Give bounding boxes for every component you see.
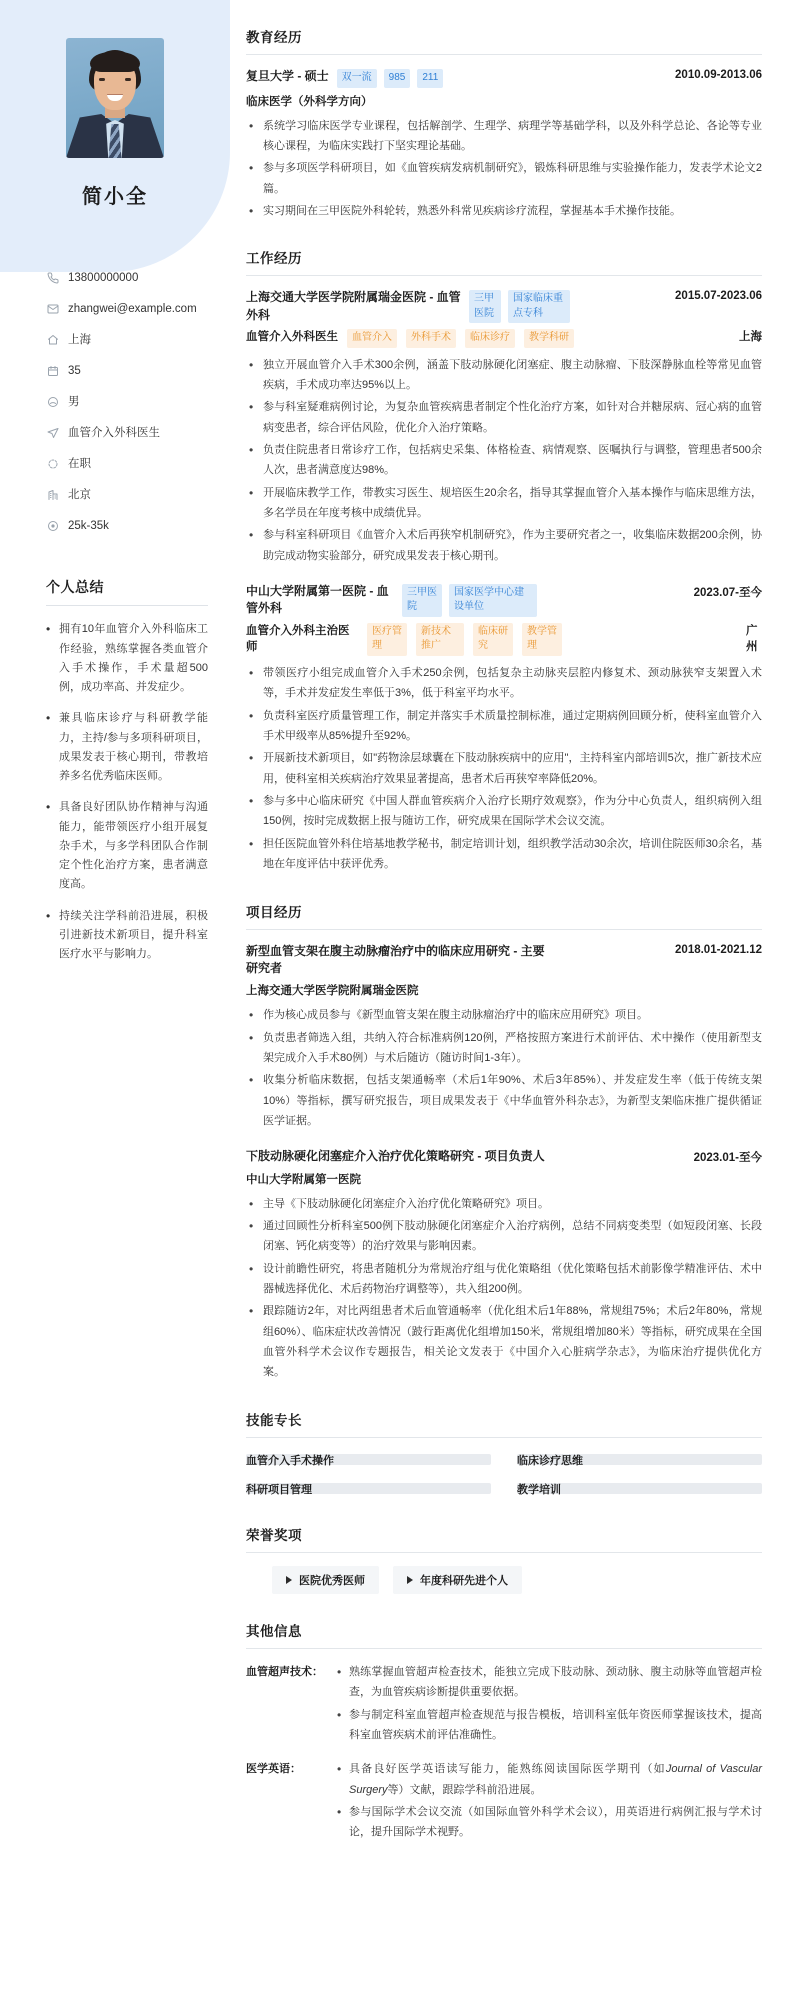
salary-icon bbox=[46, 519, 59, 532]
education-heading: 教育经历 bbox=[246, 26, 762, 55]
project-bullets bbox=[246, 1005, 762, 1131]
bullet-item: • 参与制定科室血管超声检查规范与报告模板，培训科室低年资医师掌握该技术，提高科室血管疾病术前评估准确性。 bbox=[334, 1705, 762, 1746]
bullet-item: • 负责住院患者日常诊疗工作，包括病史采集、体格检查、病情观察、医嘱执行与调整，管理患者500余人次，患者满意度达98%。 bbox=[246, 440, 762, 481]
school-tag: 双一流 bbox=[337, 69, 377, 88]
contact-value: 北京 bbox=[68, 488, 91, 501]
avatar-container bbox=[0, 0, 230, 158]
contact-item-status bbox=[46, 457, 230, 472]
bullet-item: • 作为核心成员参与《新型血管支架在腹主动脉瘤治疗中的临床应用研究》项目。 bbox=[246, 1005, 762, 1025]
bullet-item: • 跟踪随访2年，对比两组患者术后血管通畅率（优化组术后1年88%，常规组75%；术后2年80%，常规组60%）、临床症状改善情况（跛行距离优化组增加150米，常规组增加80米）等指标，研究成果在全国血管外科学术会议作专题报告，相关论文发表于《中国介入心脏病学杂志》，为临床治疗提供优化方案。 bbox=[246, 1301, 762, 1382]
other-bullets bbox=[334, 1759, 762, 1842]
project-bullets bbox=[246, 1194, 762, 1383]
job-title: 血管介入外科医生 bbox=[246, 331, 338, 343]
company-tag: 国家临床重点专科 bbox=[508, 290, 570, 323]
work-location: 上海 bbox=[739, 331, 762, 343]
person-name: 简小全 bbox=[82, 186, 148, 208]
play-triangle-icon bbox=[407, 1576, 413, 1584]
contact-item-phone bbox=[46, 271, 230, 286]
avatar bbox=[66, 38, 164, 158]
other-label: 医学英语： bbox=[246, 1763, 301, 1776]
avatar-eye-left bbox=[99, 78, 105, 81]
role-tag: 血管介入 bbox=[347, 329, 397, 348]
bullet-item: • 实习期间在三甲医院外科轮转，熟悉外科常见疾病诊疗流程，掌握基本手术操作技能。 bbox=[246, 201, 762, 221]
education-section bbox=[246, 26, 762, 221]
summary-item: • 兼具临床诊疗与科研教学能力，主持/参与多项科研项目，成果发表于核心期刊，带教培养多名优秀临床医师。 bbox=[46, 709, 208, 786]
contact-item-gender bbox=[46, 395, 230, 410]
work-bullets bbox=[246, 355, 762, 566]
project-org: 上海交通大学医学院附属瑞金医院 bbox=[246, 985, 419, 998]
education-entry-header bbox=[246, 68, 762, 88]
role-tag: 外科手术 bbox=[406, 329, 456, 348]
bullet-item: • 主导《下肢动脉硬化闭塞症介入治疗优化策略研究》项目。 bbox=[246, 1194, 762, 1214]
honors-section bbox=[246, 1524, 762, 1594]
skills-grid bbox=[246, 1451, 762, 1498]
bullet-item: • 参与多项医学科研项目，如《血管疾病发病机制研究》，锻炼科研思维与实验操作能力，发表学术论文2篇。 bbox=[246, 158, 762, 199]
contact-value: 35 bbox=[68, 364, 81, 377]
company-tag: 国家医学中心建设单位 bbox=[449, 584, 537, 617]
other-label: 血管超声技术： bbox=[246, 1665, 323, 1678]
bullet-item: • 开展临床教学工作，带教实习医生、规培医生20余名，指导其掌握血管介入基本操作与临床思维方法，多名学员在年度考核中成绩优异。 bbox=[246, 483, 762, 524]
status-icon bbox=[46, 458, 59, 471]
contact-value: 25k-35k bbox=[68, 519, 109, 532]
project-entry-header bbox=[246, 943, 762, 978]
project-entry bbox=[246, 943, 762, 1132]
phone-icon bbox=[46, 272, 59, 285]
bullet-item: • 系统学习临床医学专业课程，包括解剖学、生理学、病理学等基础学科，以及外科学总论、各论等专业核心课程，为临床实践打下坚实理论基础。 bbox=[246, 116, 762, 157]
other-bullets bbox=[334, 1662, 762, 1745]
bullet-item: • 参与多中心临床研究《中国人群血管疾病介入治疗长期疗效观察》，作为分中心负责人，组织病例入组150例，按时完成数据上报与随访工作，研究成果在国际学术会议交流。 bbox=[246, 791, 762, 832]
contact-item-email bbox=[46, 302, 230, 317]
other-body bbox=[334, 1759, 762, 1844]
work-entry bbox=[246, 289, 762, 566]
company-tag-group bbox=[402, 583, 537, 617]
skill-item bbox=[517, 1480, 762, 1498]
job-icon bbox=[46, 427, 59, 440]
job-title: 血管介入外科主治医师 bbox=[246, 624, 350, 654]
role-tag: 医疗管理 bbox=[367, 623, 407, 656]
bullet-item: • 开展新技术新项目，如"药物涂层球囊在下肢动脉疾病中的应用"，主持科室内部培训5次，推广新技术应用，使科室相关疾病治疗效果显著提高，患者术后再狭窄率降低20%。 bbox=[246, 748, 762, 789]
work-date: 2015.07-2023.06 bbox=[675, 290, 762, 303]
honor-label: 医院优秀医师 bbox=[299, 1574, 365, 1587]
bullet-item: • 带领医疗小组完成血管介入手术250余例，包括复杂主动脉夹层腔内修复术、颈动脉狭窄支架置入术等，手术并发症发生率低于3%，低于科室平均水平。 bbox=[246, 663, 762, 704]
honors-list bbox=[246, 1566, 762, 1594]
school-tag-group bbox=[337, 68, 444, 88]
skill-item bbox=[246, 1480, 491, 1498]
summary-section bbox=[0, 577, 230, 964]
avatar-fringe bbox=[90, 52, 140, 72]
work-bullets bbox=[246, 663, 762, 874]
city-icon bbox=[46, 489, 59, 502]
avatar-eye-right bbox=[125, 78, 131, 81]
school-name: 复旦大学 - 硕士 bbox=[246, 69, 329, 83]
role-tag: 教学科研 bbox=[524, 329, 574, 348]
contact-item-salary bbox=[46, 519, 230, 534]
gender-icon bbox=[46, 396, 59, 409]
work-role-row bbox=[246, 329, 762, 348]
bullet-item: • 参与科室疑难病例讨论，为复杂血管疾病患者制定个性化治疗方案，如针对合并糖尿病、冠心病的血管病变患者，综合评估风险，优化介入治疗策略。 bbox=[246, 397, 762, 438]
education-date: 2010.09-2013.06 bbox=[675, 69, 762, 81]
contact-value: 上海 bbox=[68, 333, 91, 346]
other-block bbox=[246, 1662, 762, 1747]
skill-name: 血管介入手术操作 bbox=[246, 1454, 334, 1467]
role-tag: 临床研究 bbox=[473, 623, 513, 656]
other-block bbox=[246, 1759, 762, 1844]
work-role-row bbox=[246, 623, 762, 656]
summary-item: • 拥有10年血管介入外科临床工作经验，熟练掌握各类血管介入手术操作，手术量超500例，成功率高、并发症少。 bbox=[46, 620, 208, 697]
bullet-item: • 负责患者筛选入组，共纳入符合标准病例120例，严格按照方案进行术前评估、术中操作（使用新型支架完成介入手术80例）与术后随访（随访时间1-3年）。 bbox=[246, 1028, 762, 1069]
calendar-icon bbox=[46, 365, 59, 378]
contact-item-age bbox=[46, 364, 230, 379]
contact-item-city bbox=[46, 488, 230, 503]
school-tag: 211 bbox=[417, 69, 443, 88]
role-tag: 教学管理 bbox=[522, 623, 562, 656]
bullet-item: • 负责科室医疗质量管理工作，制定并落实手术质量控制标准，通过定期病例回顾分析，使科室血管介入手术甲级率从85%提升至92%。 bbox=[246, 706, 762, 747]
company-tag: 三甲医院 bbox=[402, 584, 442, 617]
sidebar bbox=[0, 0, 230, 1016]
work-entry bbox=[246, 583, 762, 875]
bullet-item: • 收集分析临床数据，包括支架通畅率（术后1年90%、术后3年85%）、并发症发生率（低于传统支架10%）等指标，撰写研究报告，项目成果发表于《中华血管外科杂志》，为新型支架临床推广提供循证医学证据。 bbox=[246, 1070, 762, 1131]
education-major: 临床医学（外科学方向） bbox=[246, 95, 373, 108]
honor-chip bbox=[393, 1566, 522, 1594]
bullet-item: • 独立开展血管介入手术300余例，涵盖下肢动脉硬化闭塞症、腹主动脉瘤、下肢深静脉血栓等常见血管疾病，手术成功率达95%以上。 bbox=[246, 355, 762, 396]
project-entry-header bbox=[246, 1148, 762, 1165]
work-date: 2023.07-至今 bbox=[693, 586, 762, 599]
project-title: 新型血管支架在腹主动脉瘤治疗中的临床应用研究 - 主要研究者 bbox=[246, 943, 545, 975]
contact-list bbox=[0, 271, 230, 533]
education-entry bbox=[246, 68, 762, 221]
play-triangle-icon bbox=[286, 1576, 292, 1584]
home-icon bbox=[46, 334, 59, 347]
school-tag: 985 bbox=[384, 69, 411, 88]
skill-name: 教学培训 bbox=[517, 1483, 561, 1496]
project-org: 中山大学附属第一医院 bbox=[246, 1173, 361, 1186]
summary-heading: 个人总结 bbox=[46, 577, 208, 606]
honor-label: 年度科研先进个人 bbox=[420, 1574, 508, 1587]
work-section bbox=[246, 247, 762, 874]
company-tag: 三甲医院 bbox=[469, 290, 501, 323]
other-info-heading: 其他信息 bbox=[246, 1620, 762, 1649]
contact-value: 在职 bbox=[68, 457, 91, 470]
contact-value: 血管介入外科医生 bbox=[68, 426, 160, 439]
work-entry-header bbox=[246, 583, 762, 618]
contact-value: 男 bbox=[68, 395, 80, 408]
role-tag: 临床诊疗 bbox=[465, 329, 515, 348]
skill-item bbox=[246, 1451, 491, 1469]
contact-item-home bbox=[46, 333, 230, 348]
bullet-item: • 参与科室科研项目《血管介入术后再狭窄机制研究》，作为主要研究者之一，收集临床数据200余例，协助完成动物实验部分，研究成果发表于核心期刊。 bbox=[246, 525, 762, 566]
skill-name: 科研项目管理 bbox=[246, 1483, 312, 1496]
skills-section bbox=[246, 1409, 762, 1498]
work-location: 广州 bbox=[746, 624, 758, 654]
honor-chip bbox=[272, 1566, 379, 1594]
email-icon bbox=[46, 303, 59, 316]
role-tag: 新技术推广 bbox=[416, 623, 464, 656]
bullet-item: • 通过回顾性分析科室500例下肢动脉硬化闭塞症介入治疗病例，总结不同病变类型（如短段闭塞、长段闭塞、钙化病变等）的治疗效果与影响因素。 bbox=[246, 1216, 762, 1257]
bullet-item: • 具备良好医学英语读写能力，能熟练阅读国际医学期刊（如Journal of Vascular Surgery等）文献，跟踪学科前沿进展。 bbox=[334, 1759, 762, 1800]
skill-name: 临床诊疗思维 bbox=[517, 1454, 583, 1467]
summary-list bbox=[46, 620, 208, 964]
project-date: 2023.01-至今 bbox=[693, 1152, 762, 1165]
company-name: 上海交通大学医学院附属瑞金医院 - 血管外科 bbox=[246, 290, 461, 322]
bullet-item: • 设计前瞻性研究，将患者随机分为常规治疗组与优化策略组（优化策略包括术前影像学精准评估、术中器械选择优化、术后药物治疗调整等），共入组200例。 bbox=[246, 1259, 762, 1300]
skill-item bbox=[517, 1451, 762, 1469]
honors-heading: 荣誉奖项 bbox=[246, 1524, 762, 1553]
project-date: 2018.01-2021.12 bbox=[675, 943, 762, 956]
project-title: 下肢动脉硬化闭塞症介入治疗优化策略研究 - 项目负责人 bbox=[246, 1149, 545, 1164]
project-entry bbox=[246, 1148, 762, 1382]
contact-value: zhangwei@example.com bbox=[68, 302, 197, 315]
work-heading: 工作经历 bbox=[246, 247, 762, 276]
summary-item: • 具备良好团队协作精神与沟通能力，能带领医疗小组开展复杂手术，与多学科团队合作制定个性化治疗方案，患者满意度高。 bbox=[46, 798, 208, 894]
company-name: 中山大学附属第一医院 - 血管外科 bbox=[246, 583, 389, 616]
contact-value: 13800000000 bbox=[68, 272, 139, 284]
other-body bbox=[334, 1662, 762, 1747]
contact-item-job bbox=[46, 426, 230, 441]
bullet-item: • 担任医院血管外科住培基地教学秘书，制定培训计划，组织教学活动30余次，培训住院医师30余名，基地在年度评估中获评优秀。 bbox=[246, 834, 762, 875]
work-entry-header bbox=[246, 289, 762, 324]
education-bullets bbox=[246, 116, 762, 222]
other-info-section bbox=[246, 1620, 762, 1845]
bullet-item: • 参与国际学术会议交流（如国际血管外科学术会议），用英语进行病例汇报与学术讨论，提升国际学术视野。 bbox=[334, 1802, 762, 1843]
summary-item: • 持续关注学科前沿进展，积极引进新技术新项目，提升科室医疗水平与影响力。 bbox=[46, 907, 208, 965]
skills-heading: 技能专长 bbox=[246, 1409, 762, 1438]
bullet-item: • 熟练掌握血管超声检查技术，能独立完成下肢动脉、颈动脉、腹主动脉等血管超声检查，为血管疾病诊断提供重要依据。 bbox=[334, 1662, 762, 1703]
projects-heading: 项目经历 bbox=[246, 901, 762, 930]
company-tag-group bbox=[469, 289, 570, 323]
main-content bbox=[230, 0, 794, 1911]
projects-section bbox=[246, 901, 762, 1383]
